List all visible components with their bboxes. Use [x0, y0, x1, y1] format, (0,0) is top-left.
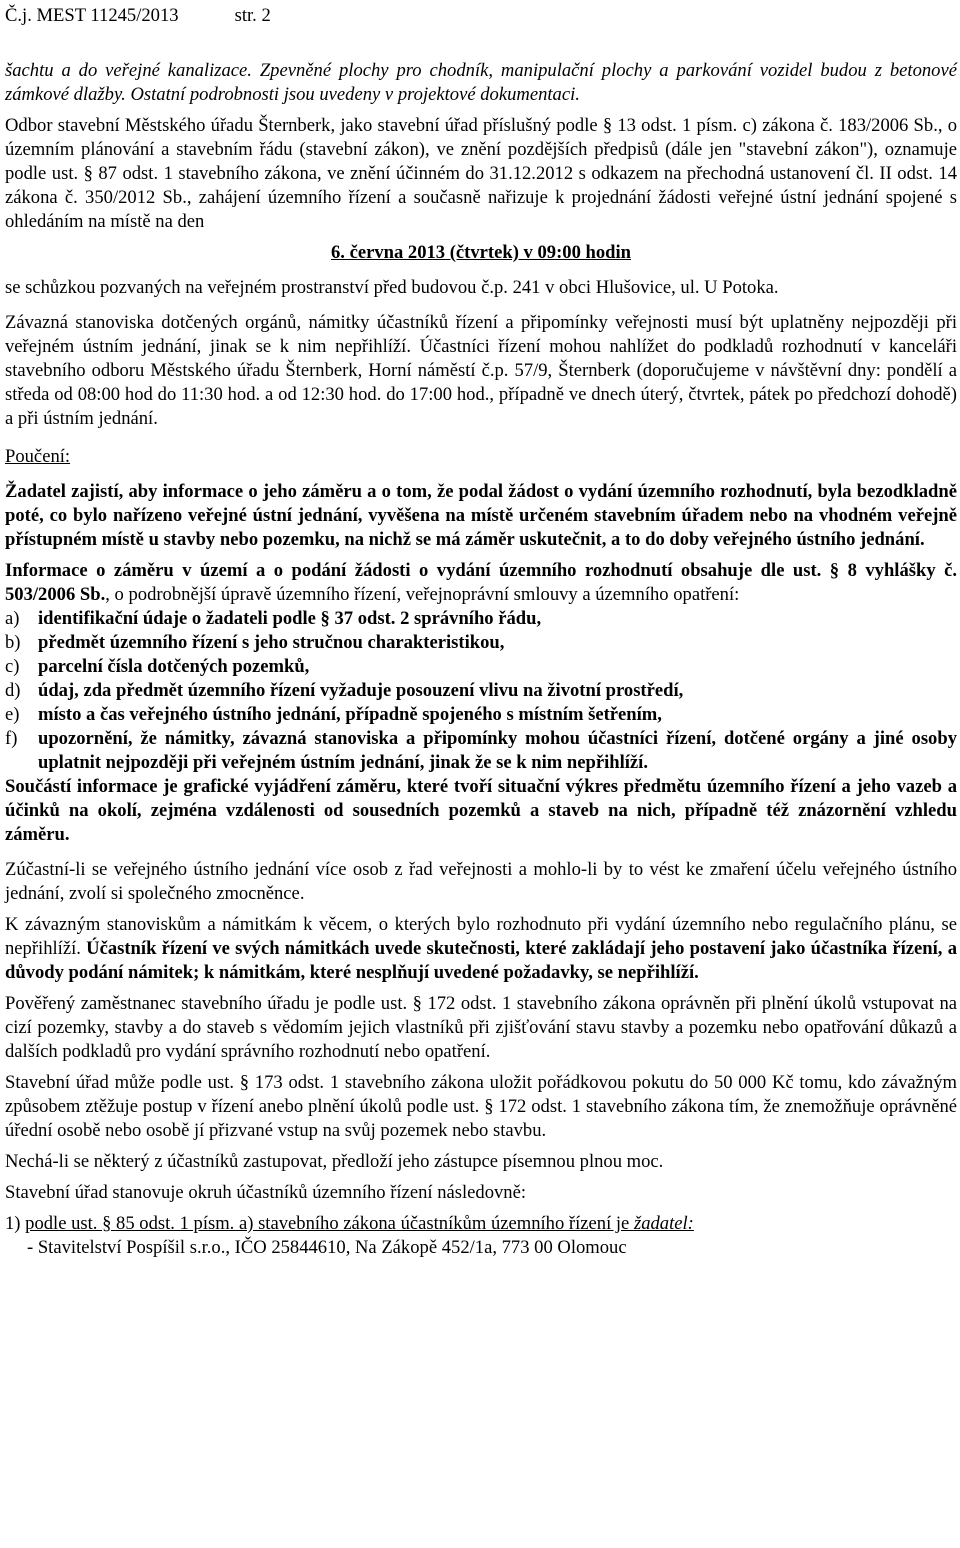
paragraph-objection-rules	[5, 913, 957, 985]
list-item	[5, 607, 957, 631]
participant-group-1	[5, 1212, 957, 1236]
list-label: c)	[5, 656, 20, 677]
list-label: f)	[5, 728, 18, 749]
information-content-normal: , o podrobnější úpravě územního řízení, veřejnoprávní smlouvy a územního opatření:	[105, 584, 740, 605]
list-text: místo a čas veřejného ústního jednání, případně spojeného s místním šetřením,	[38, 704, 662, 725]
information-content-bold: Informace o záměru v území a o podání žádosti o vydání územního rozhodnutí obsahuje dle ust. § 8 vyhlášky č. 503/2006 Sb.	[5, 560, 957, 605]
paragraph-graphic-part: Součástí informace je grafické vyjádření záměru, které tvoří situační výkres předmětu územního řízení a jeho vazeb a účinků na okolí, zejména vzdálenosti od sousedních pozemků a staveb na nich, případně též znázornění vzhledu záměru.	[5, 776, 957, 845]
list-text: parcelní čísla dotčených pozemků,	[38, 656, 310, 677]
paragraph-announcement: Odbor stavební Městského úřadu Šternberk, jako stavební úřad příslušný podle § 13 odst. 1 písm. c) zákona č. 183/2006 Sb., o územním plánování a stavebním řádu (stavební zákon), ve znění pozdějších předpisů (dále jen "stavební zákon"), oznamuje podle ust. § 87 odst. 1 stavebního zákona, ve znění účinném do 31.12.2012 s odkazem na přechodná ustanovení čl. II odst. 14 zákona č. 350/2012 Sb., zahájení územního řízení a současně nařizuje k projednání žádosti veřejné ústní jednání spojené s ohledáním na místě na den	[5, 115, 957, 232]
paragraph-objections: Závazná stanoviska dotčených orgánů, námitky účastníků řízení a připomínky veřejnosti musí být uplatněny nejpozději při veřejném ústním jednání, jinak se k nim nepřihlíží. Účastníci řízení mohou nahlížet do podkladů rozhodnutí v kanceláři stavebního odboru Městského úřadu Šternberk, Horní náměstí č.p. 57/9, Šternberk (doporučujeme v návštěvní dny: pondělí a středa od 08:00 hod do 11:30 hod. a od 12:30 hod. do 17:00 hod., případně ve dnech úterý, čtvrtek, pátek po předchozí dohodě) a při ústním jednání.	[5, 312, 957, 429]
list-text: údaj, zda předmět územního řízení vyžaduje posouzení vlivu na životní prostředí,	[38, 680, 684, 701]
objection-rules-normal: K závazným stanoviskům a námitkám k věcem, o kterých bylo rozhodnuto při vydání územního nebo regulačního plánu, se nepřihlíží.	[5, 914, 957, 959]
paragraph-joint-representative: Zúčastní-li se veřejného ústního jednání více osob z řad veřejnosti a mohlo-li by to vést ke zmaření účelu veřejného ústního jednání, zvolí si společného zmocněnce.	[5, 859, 957, 904]
participant-applicant: - Stavitelství Pospíšil s.r.o., IČO 25844610, Na Zákopě 452/1a, 773 00 Olomouc	[27, 1237, 627, 1258]
paragraph-entry-rights: Pověřený zaměstnanec stavebního úřadu je podle ust. § 172 odst. 1 stavebního zákona oprávněn při plnění úkolů vstupovat na cizí pozemky, stavby a do staveb s vědomím jejich vlastníků při zjišťování stavu stavby a pozemku nebo opatřování důkazů a dalších podkladů pro vydání správního rozhodnutí nebo opatření.	[5, 993, 957, 1062]
participant-group-role: žadatel:	[633, 1213, 694, 1234]
reference-number: Č.j. MEST 11245/2013	[5, 5, 179, 26]
paragraph-power-of-attorney: Nechá-li se některý z účastníků zastupovat, předloží jeho zástupce písemnou plnou moc.	[5, 1151, 664, 1172]
list-item	[5, 703, 957, 727]
instruction-heading: Poučení:	[5, 446, 71, 467]
paragraph-fine: Stavební úřad může podle ust. § 173 odst. 1 stavebního zákona uložit pořádkovou pokutu do 50 000 Kč tomu, kdo závažným způsobem ztěžuje postup v řízení anebo plnění úkolů podle ust. § 172 odst. 1 stavebního zákona tím, že znemožňuje oprávněné úřední osobě nebo osobě jí přizvané vstup na svůj pozemek nebo stavbu.	[5, 1072, 957, 1141]
paragraph-participants-scope: Stavební úřad stanovuje okruh účastníků územního řízení následovně:	[5, 1182, 527, 1203]
page-number: str. 2	[234, 5, 271, 26]
list-item	[5, 679, 957, 703]
page-header	[5, 4, 957, 28]
list-item	[5, 655, 957, 679]
participant-group-number: 1)	[5, 1213, 26, 1234]
paragraph-construction-details: šachtu a do veřejné kanalizace. Zpevněné plochy pro chodník, manipulační plochy a parkování vozidel budou z betonové zámkové dlažby. Ostatní podrobnosti jsou uvedeny v projektové dokumentaci.	[5, 60, 957, 105]
list-text: upozornění, že námitky, závazná stanoviska a připomínky mohou účastníci řízení, dotčené orgány a jiné osoby uplatnit nejpozději při veřejném ústním jednání, jinak že se k nim nepřihlíží.	[38, 728, 957, 773]
participant-group-basis: podle ust. § 85 odst. 1 písm. a) stavebního zákona účastníkům územního řízení je	[25, 1213, 634, 1234]
list-label: b)	[5, 632, 21, 653]
paragraph-applicant-duty: Žadatel zajistí, aby informace o jeho záměru a o tom, že podal žádost o vydání územního rozhodnutí, byla bezodkladně poté, co bylo nařízeno veřejné ústní jednání, vyvěšena na místě určeném stavebním úřadem nebo na vhodném veřejně přístupném místě u stavby nebo pozemku, na nichž se má záměr uskutečnit, a to do doby veřejného ústního jednání.	[5, 481, 957, 550]
list-item	[5, 727, 957, 775]
list-label: e)	[5, 704, 20, 725]
objection-rules-bold: Účastník řízení ve svých námitkách uvede skutečnosti, které zakládají jeho postavení jako účastníka řízení, a důvody podání námitek; k námitkám, které nesplňují uvedené požadavky, se nepřihlíží.	[5, 938, 957, 983]
list-label: d)	[5, 680, 21, 701]
hearing-date: 6. června 2013 (čtvrtek) v 09:00 hodin	[330, 242, 632, 263]
paragraph-meeting-place: se schůzkou pozvaných na veřejném prostranství před budovou č.p. 241 v obci Hlušovice, ul. U Potoka.	[5, 277, 779, 298]
list-text: předmět územního řízení s jeho stručnou charakteristikou,	[38, 632, 505, 653]
list-item	[5, 631, 957, 655]
document-page	[5, 4, 957, 1260]
list-text: identifikační údaje o žadateli podle § 37 odst. 2 správního řádu,	[38, 608, 542, 629]
paragraph-information-content	[5, 559, 957, 607]
list-label: a)	[5, 608, 20, 629]
requirements-list	[5, 607, 957, 775]
